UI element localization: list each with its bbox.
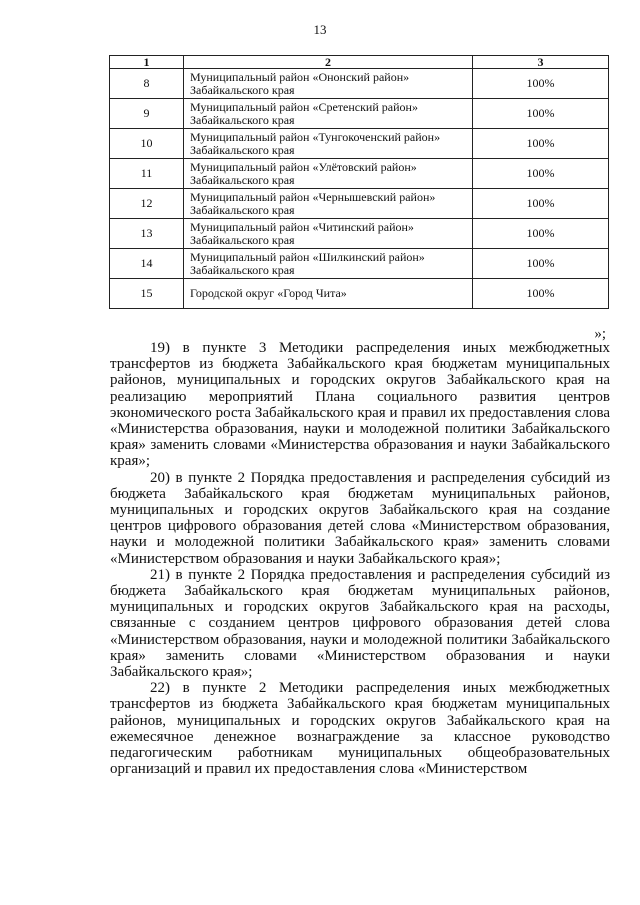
paragraph-21: 21) в пункте 2 Порядка предоставления и распределения субсидий из бюджета Забайкальского края бюджетам муниципальных районов, муниципальных и городских округов Забайкальского края на расходы, связанные с созданием центров цифрового образования детей слова «Министерством образования, науки и молодежной политики Забайкальского края» заменить словами «Министерством образования и науки Забайкальского края»;: [110, 566, 610, 681]
table-row: [110, 279, 609, 309]
table-row: [110, 129, 609, 159]
closing-quote: »;: [594, 326, 606, 342]
table-row: [110, 219, 609, 249]
allocation-table: [109, 55, 609, 309]
share-value: 100%: [473, 219, 609, 249]
table-row: [110, 99, 609, 129]
share-value: 100%: [473, 69, 609, 99]
municipality-name-line2: Забайкальского края: [190, 82, 295, 97]
column-header-share: 3: [473, 56, 609, 69]
row-number: 14: [110, 249, 184, 279]
municipality-name: [184, 249, 473, 279]
row-number: 13: [110, 219, 184, 249]
municipality-name-line2: Забайкальского края: [190, 142, 295, 157]
column-header-name: 2: [184, 56, 473, 69]
table-row: [110, 189, 609, 219]
municipality-name: [184, 219, 473, 249]
row-number: 8: [110, 69, 184, 99]
table-header-row: [110, 56, 609, 69]
municipality-name: [184, 159, 473, 189]
share-value: 100%: [473, 189, 609, 219]
row-number: 12: [110, 189, 184, 219]
paragraph-22: 22) в пункте 2 Методики распределения иных межбюджетных трансфертов из бюджета Забайкальского края бюджетам муниципальных районов, муниципальных и городских округов Забайкальского края на ежемесячное денежное вознаграждение за классное руководство педагогическим работникам муниципальных общеобразовательных организаций и правил их предоставления слова «Министерством: [110, 680, 610, 778]
amendments-text: [110, 340, 610, 777]
share-value: 100%: [473, 249, 609, 279]
page-number: 13: [313, 22, 327, 37]
municipality-name-line2: Забайкальского края: [190, 232, 295, 247]
municipality-name: [184, 279, 473, 309]
paragraph-20: 20) в пункте 2 Порядка предоставления и распределения субсидий из бюджета Забайкальского края бюджетам муниципальных районов, муниципальных и городских округов Забайкальского края на создание центров цифрового образования детей слова «Министерством образования, науки и молодежной политики Забайкальского края» заменить словами «Министерством образования и науки Забайкальского края»;: [110, 469, 610, 567]
municipality-name-line2: Забайкальского края: [190, 112, 295, 127]
row-number: 11: [110, 159, 184, 189]
municipality-name-line1: Муниципальный район «Чернышевский район»: [190, 189, 436, 204]
row-number: 9: [110, 99, 184, 129]
share-value: 100%: [473, 129, 609, 159]
municipality-name-line1: Муниципальный район «Ононский район»: [190, 69, 410, 84]
municipality-name: [184, 129, 473, 159]
table-row: [110, 159, 609, 189]
municipality-name: [184, 189, 473, 219]
municipality-name-line2: Забайкальского края: [190, 172, 295, 187]
row-number: 10: [110, 129, 184, 159]
municipality-name-line1: Муниципальный район «Читинский район»: [190, 219, 414, 234]
table-row: [110, 69, 609, 99]
municipality-name: [184, 99, 473, 129]
column-header-number: 1: [110, 56, 184, 69]
share-value: 100%: [473, 279, 609, 309]
municipality-name-line1: Муниципальный район «Тунгокоченский район»: [190, 129, 441, 144]
row-number: 15: [110, 279, 184, 309]
table-row: [110, 249, 609, 279]
municipality-name-line1: Городской округ «Город Чита»: [190, 286, 347, 300]
municipality-name-line1: Муниципальный район «Улётовский район»: [190, 159, 417, 174]
share-value: 100%: [473, 99, 609, 129]
paragraph-19: 19) в пункте 3 Методики распределения иных межбюджетных трансфертов из бюджета Забайкальского края бюджетам муниципальных районов, муниципальных и городских округов Забайкальского края на реализацию мероприятий Плана социального развития центров экономического роста Забайкальского края и правил их предоставления слова «Министерства образования, науки и молодежной политики Забайкальского края» заменить словами «Министерства образования и науки Забайкальского края»;: [110, 340, 610, 470]
share-value: 100%: [473, 159, 609, 189]
municipality-name-line1: Муниципальный район «Шилкинский район»: [190, 249, 425, 264]
municipality-name-line2: Забайкальского края: [190, 202, 295, 217]
municipality-name-line1: Муниципальный район «Сретенский район»: [190, 99, 418, 114]
municipality-name: [184, 69, 473, 99]
municipality-name-line2: Забайкальского края: [190, 262, 295, 277]
